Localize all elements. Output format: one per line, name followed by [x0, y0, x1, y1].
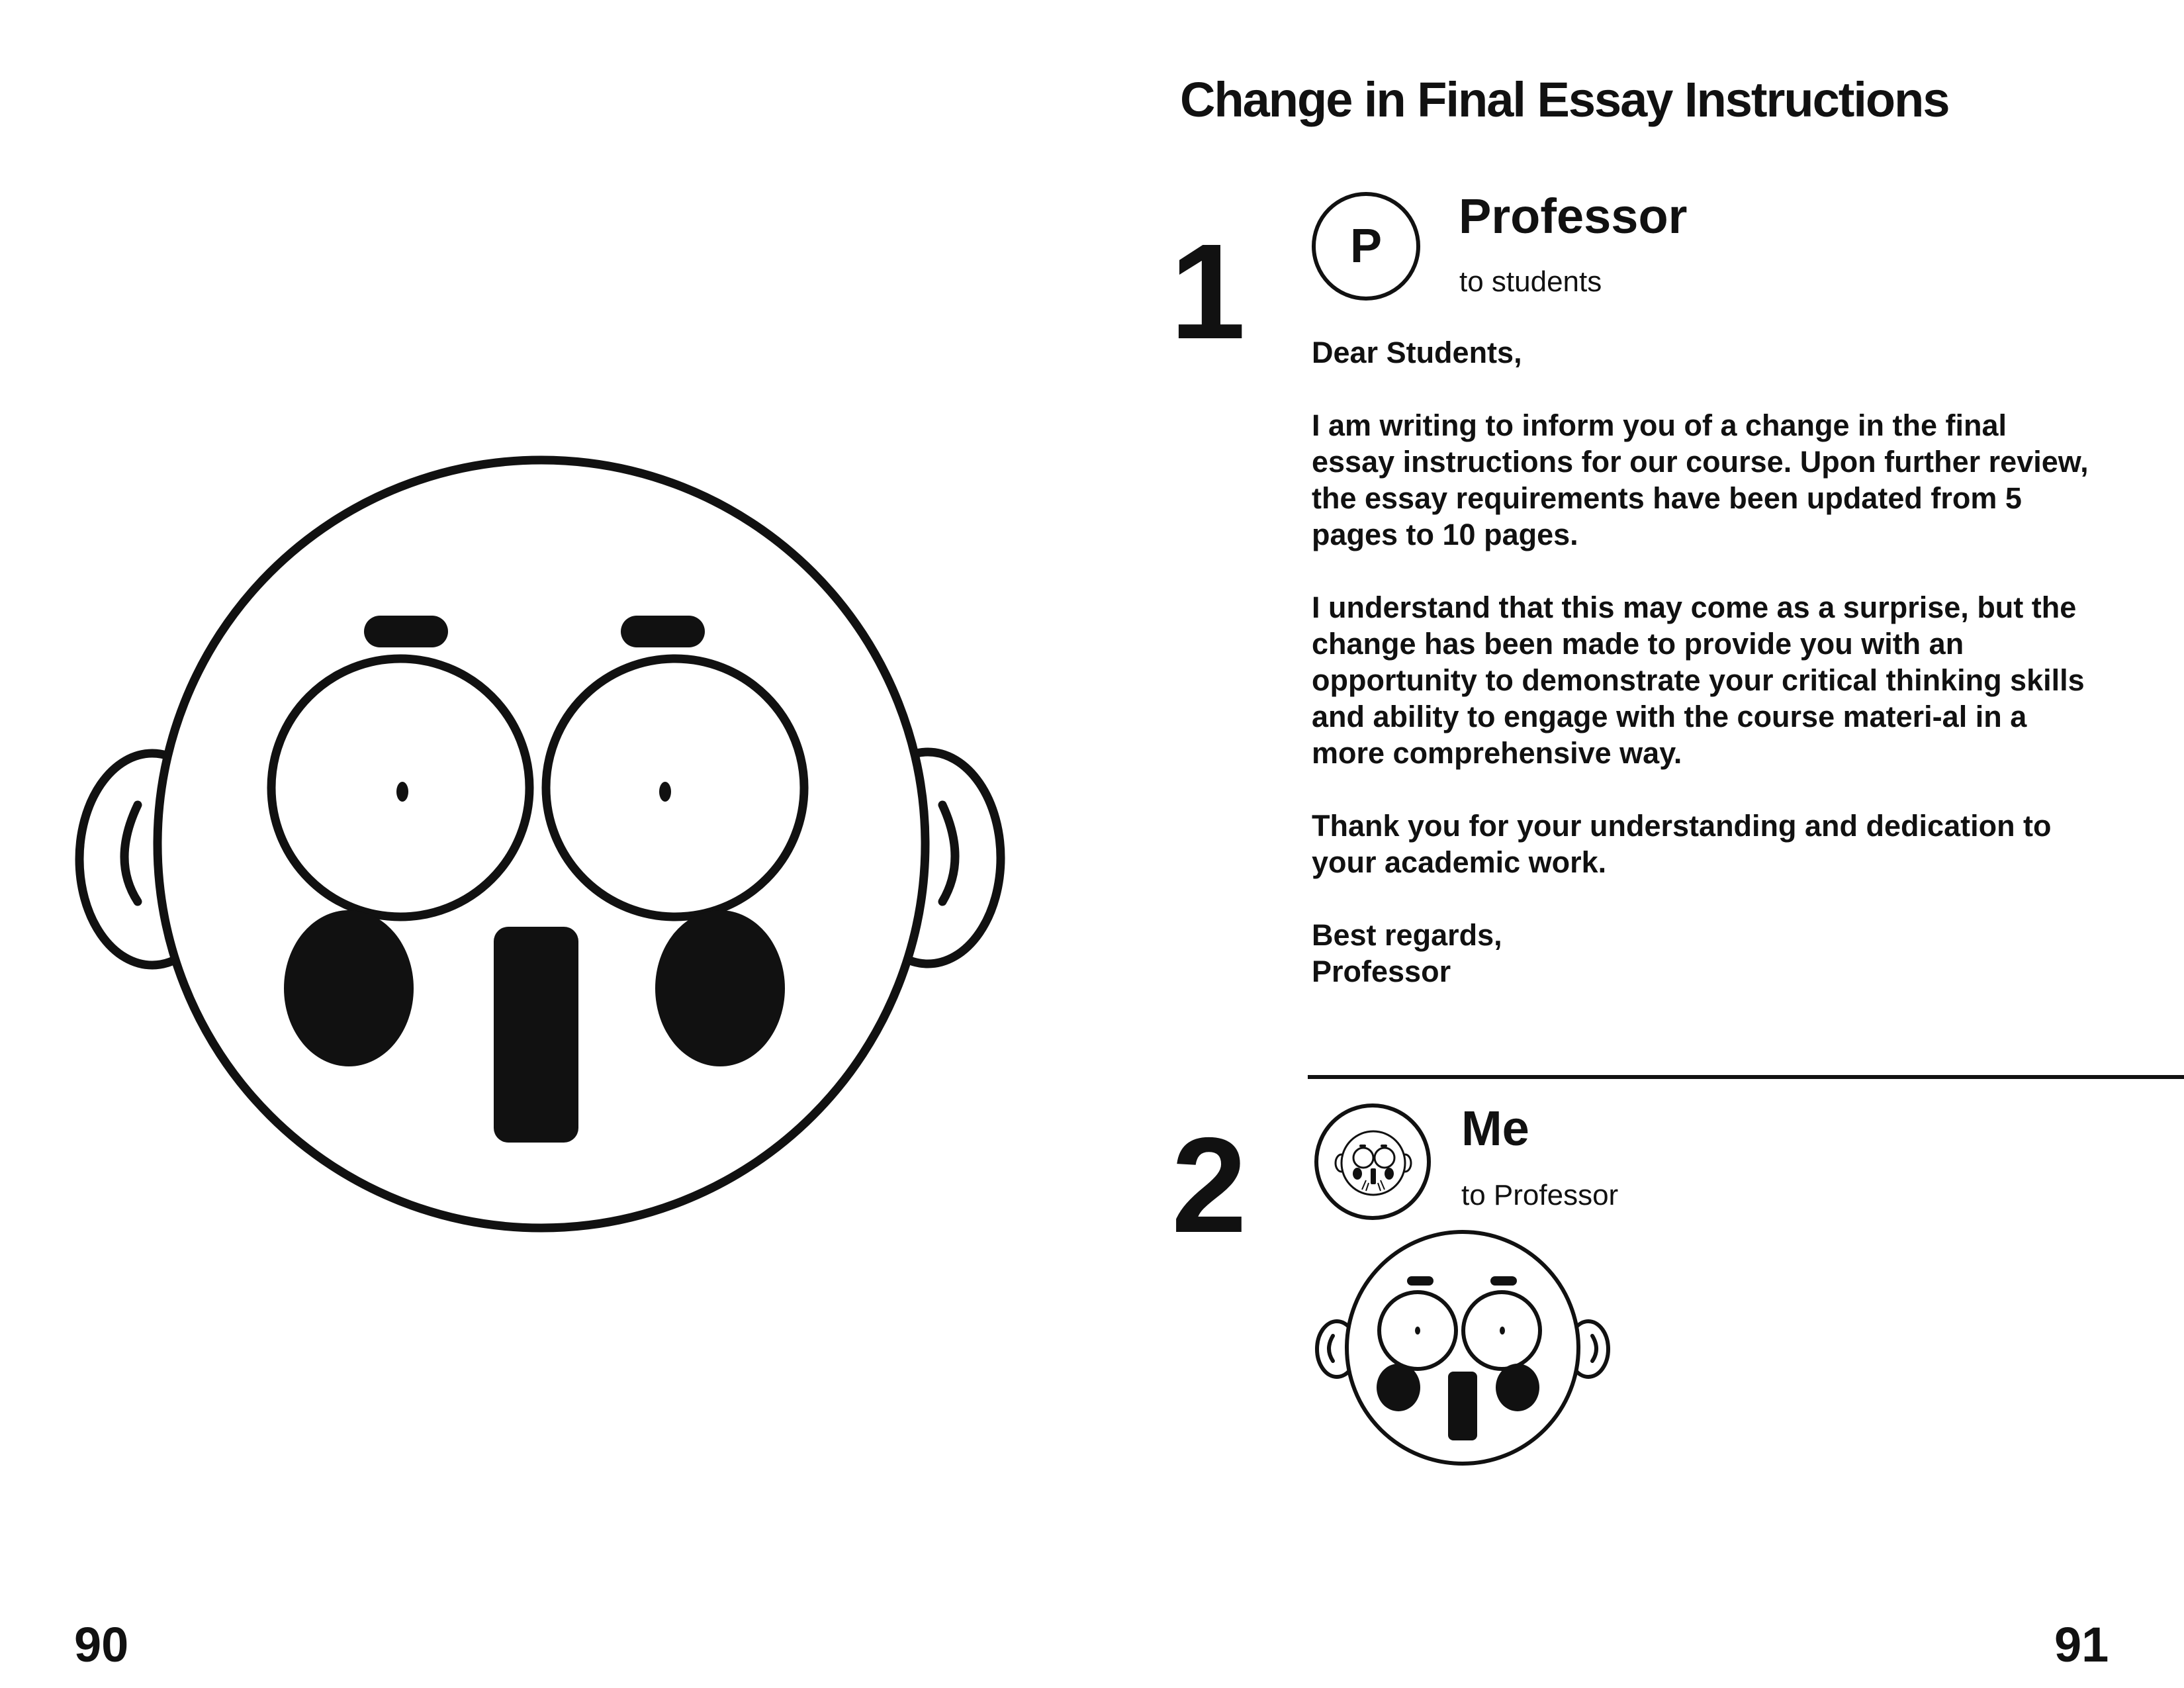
greeting: Dear Students,: [1312, 336, 1522, 369]
body-paragraph: Thank you for your understanding and dedication to your academic work.: [1312, 809, 2052, 879]
page-number-right: 91: [2054, 1617, 2109, 1672]
sender-name: Professor: [1459, 189, 1688, 244]
shocked-face-icon: [1310, 1225, 1615, 1476]
message-body: [1312, 334, 2093, 990]
message-number-2: 2: [1171, 1109, 1245, 1261]
divider: [1308, 1075, 2184, 1079]
avatar-letter: P: [1349, 220, 1383, 273]
body-paragraph: I am writing to inform you of a change in the final essay instructions for our course. Upon further review, the essay requirements have been updated from 5 pages to 10 pages.: [1312, 408, 2089, 551]
message-number-1: 1: [1170, 216, 1244, 367]
recipient-label: to Professor: [1461, 1179, 1619, 1211]
body-paragraph: I understand that this may come as a surprise, but the change has been made to provide you with an opportunity to demonstrate your critical thinking skills and ability to engage with the course materi-al in a more comprehensive way.: [1312, 590, 2085, 770]
signature: Best regards, Professor: [1312, 918, 1502, 988]
sender-name: Me: [1461, 1101, 1529, 1156]
shocked-face-icon: [1313, 1102, 1432, 1221]
page-title: Change in Final Essay Instructions: [1180, 72, 1949, 127]
professor-avatar: [1312, 192, 1420, 301]
page-number-left: 90: [74, 1617, 129, 1672]
recipient-label: to students: [1459, 265, 1602, 298]
shocked-face-illustration: [0, 0, 1032, 1291]
